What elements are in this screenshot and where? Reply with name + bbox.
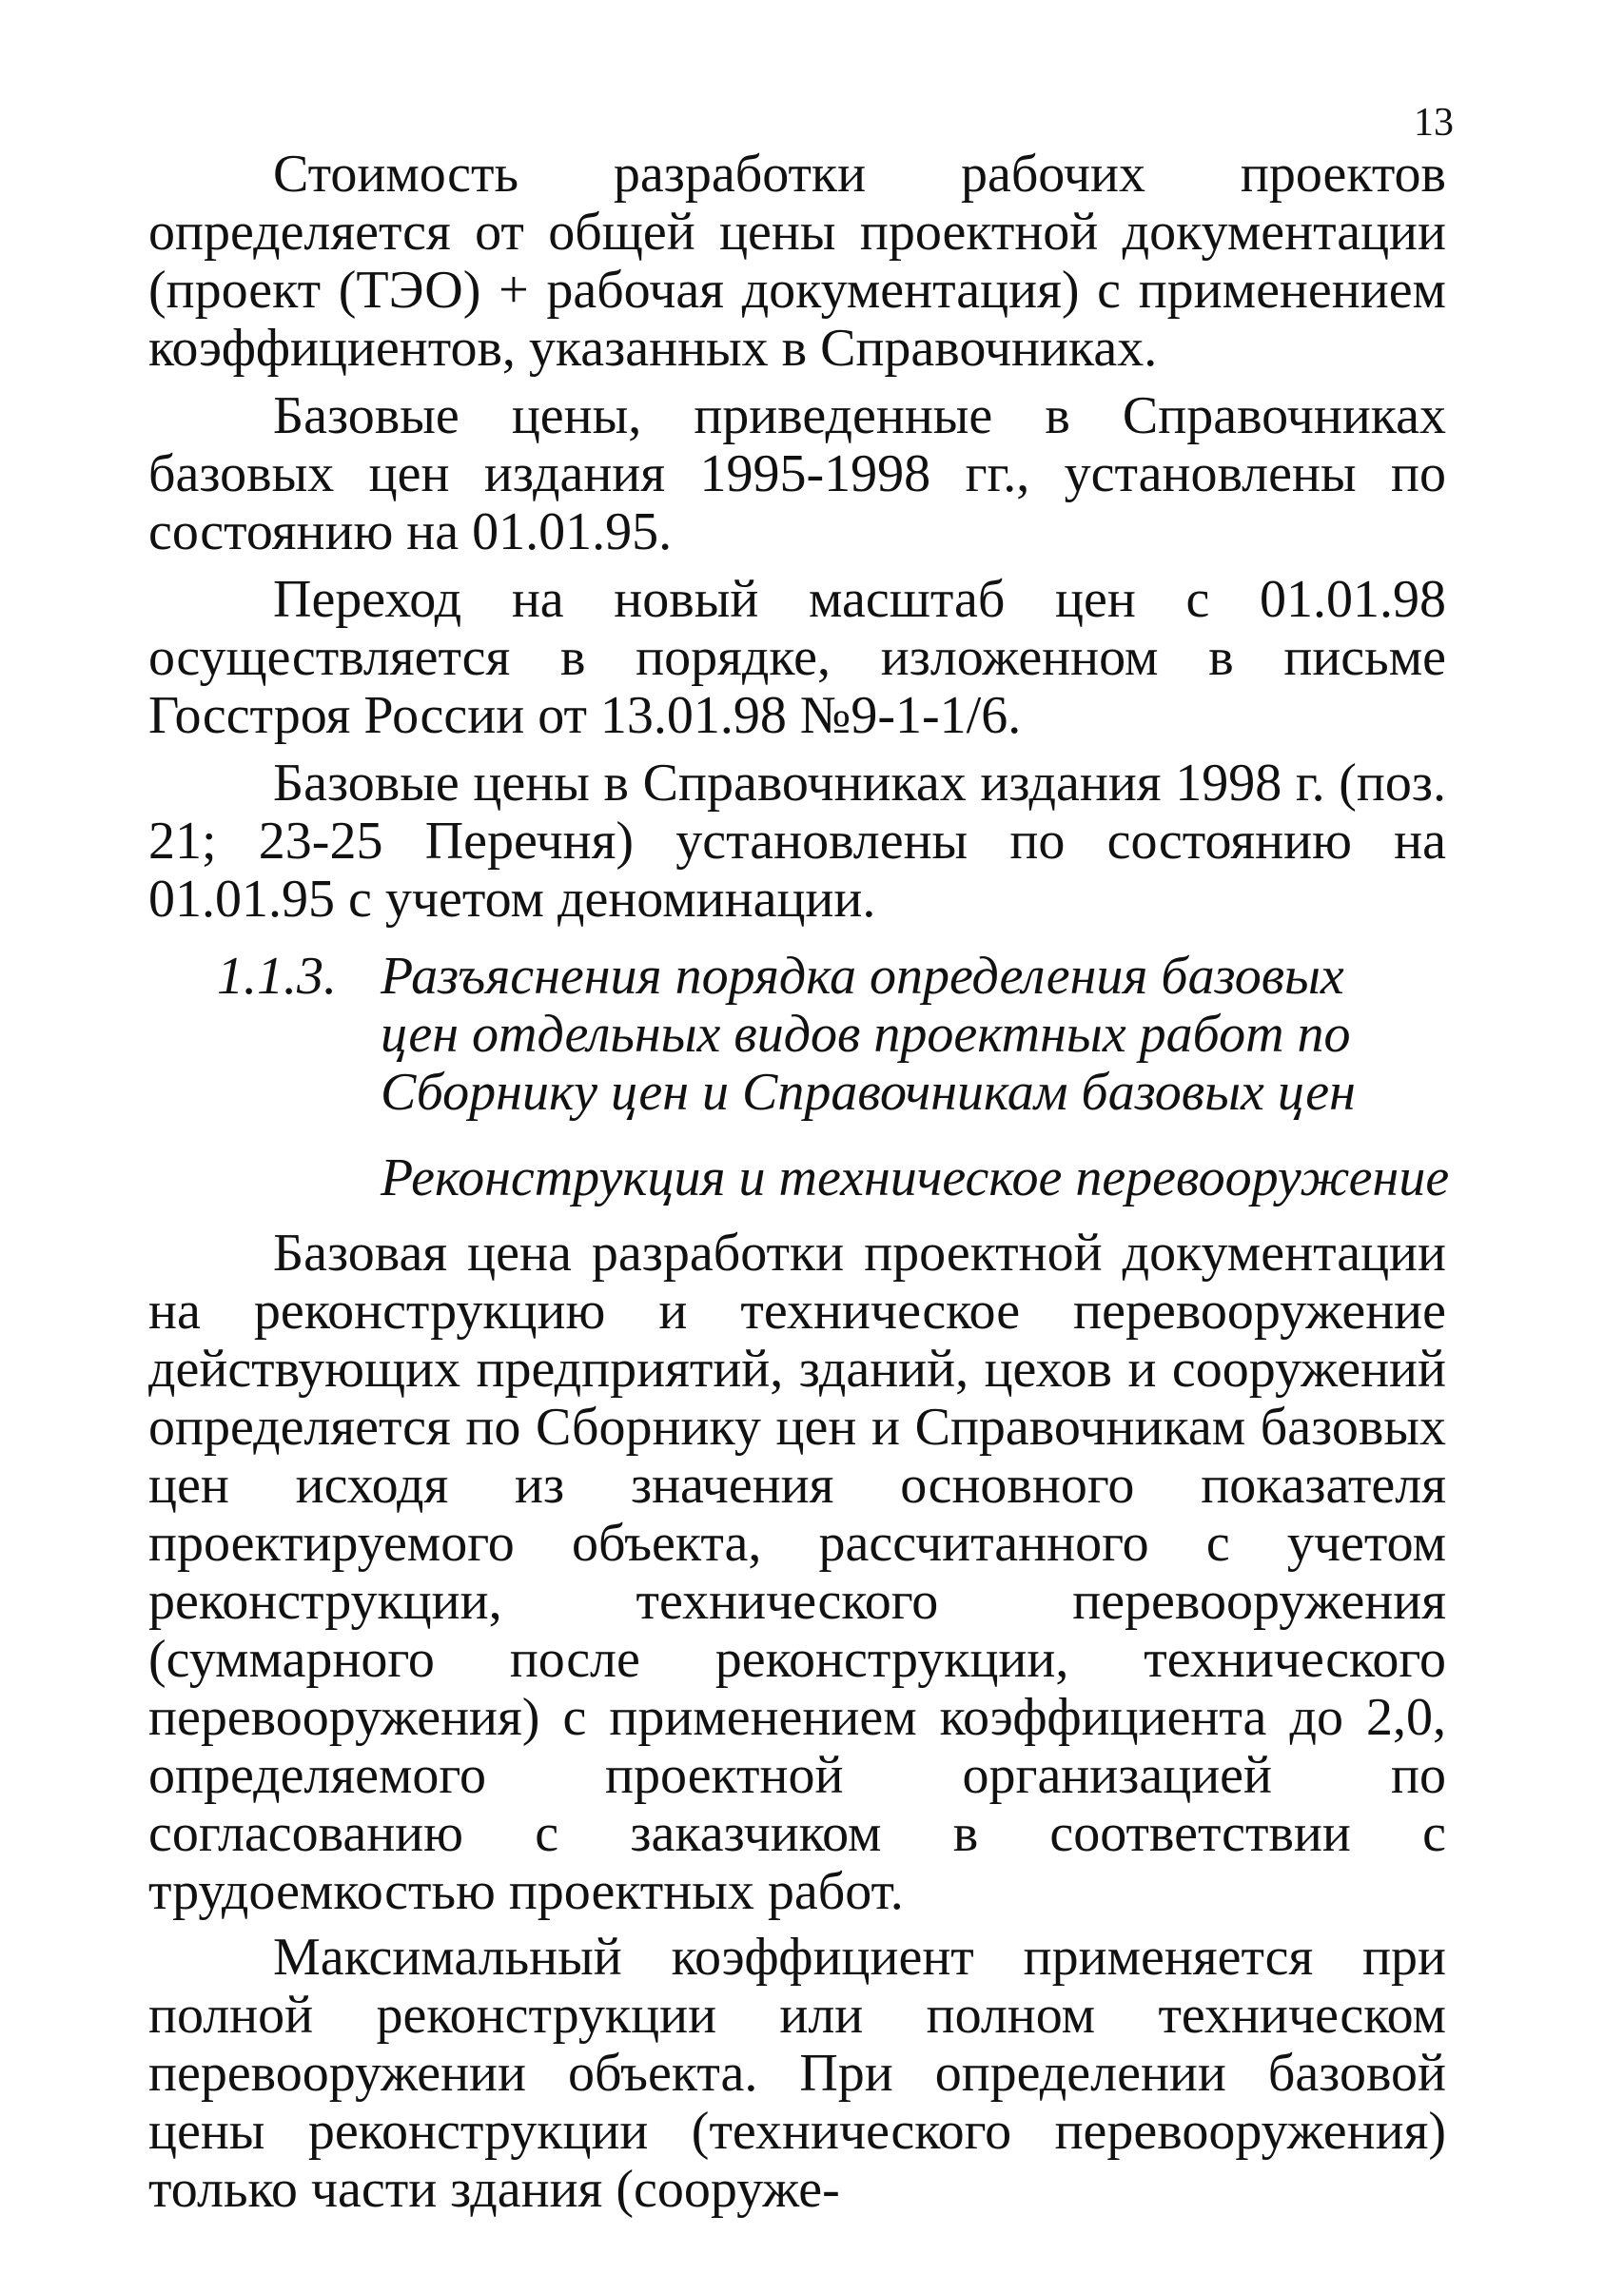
paragraph: Переход на новый масштаб цен с 01.01.98 осуществляется в порядке, изложенном в письме Госстроя России от 13.01.98 №9-1-1/6. bbox=[148, 570, 1446, 745]
page-number: 13 bbox=[1414, 101, 1454, 145]
text-block-top bbox=[148, 146, 1446, 929]
paragraph: Стоимость разработки рабочих проектов определяется от общей цены проектной документации (проект (ТЭО) + рабочая документация) с применением коэффициентов, указанных в Справочниках. bbox=[148, 145, 1446, 378]
paragraph: Максимальный коэффициент применяется при полной реконструкции или полном техническом перевооружении объекта. При определении базовой цены реконструкции (технического перевооружения) только части здания (сооруже- bbox=[148, 1928, 1446, 2219]
paragraph: Базовые цены в Справочниках издания 1998 г. (поз. 21; 23-25 Перечня) установлены по состоянию на 01.01.95 с учетом деноминации. bbox=[148, 754, 1446, 929]
section-title: Разъяснения порядка определения базовых цен отдельных видов проектных работ по Сборнику цен и Справочникам базовых цен bbox=[381, 947, 1356, 1122]
subsection-title: Реконструкция и техническое перевооружение bbox=[381, 1148, 1450, 1207]
section-number: 1.1.3. bbox=[217, 947, 337, 1006]
paragraph: Базовая цена разработки проектной документации на реконструкцию и техническое перевооружение действующих предприятий, зданий, цехов и сооружений определяется по Сборнику цен и Справочникам базовых цен исходя из значения основного показателя проектируемого объекта, рассчитанного с учетом реконструкции, технического перевооружения (суммарного после реконструкции, технического перевооружения) с применением коэффициента до 2,0, определяемого проектной организацией по согласованию с заказчиком в соответствии с трудоемкостью проектных работ. bbox=[148, 1224, 1446, 1921]
paragraph: Базовые цены, приведенные в Справочниках базовых цен издания 1995-1998 гг., установлены по состоянию на 01.01.95. bbox=[148, 386, 1446, 561]
text-block-bottom bbox=[148, 1225, 1446, 2219]
